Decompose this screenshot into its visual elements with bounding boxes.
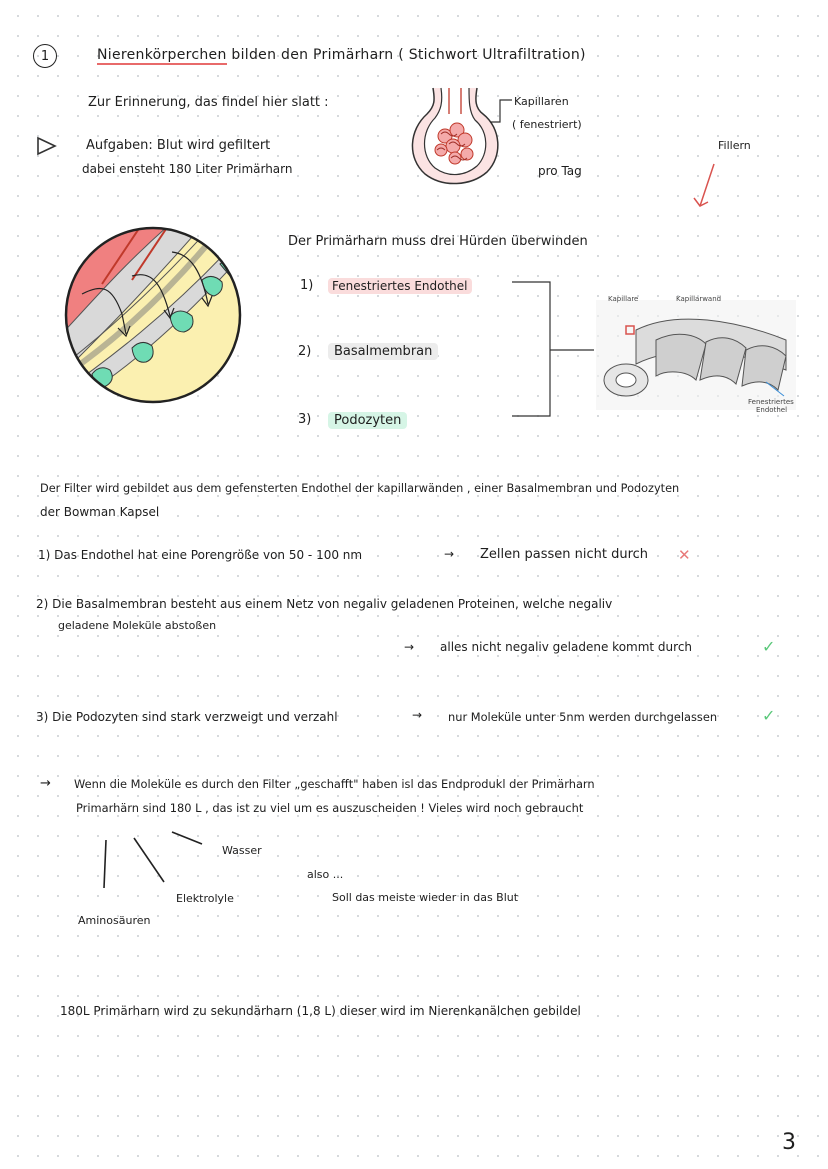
filtration-barrier-diagram <box>62 224 244 406</box>
point-2-line-2: geladene Moleküle abstoßen <box>58 619 217 632</box>
filter-text-line-1: Der Filter wird gebildet aus dem gefensterten Endothel der kapillarwänden , einer Basalmembran und Podozyten <box>40 482 680 495</box>
capillary-wall-illustration <box>596 300 796 410</box>
point-2-line-1: 2) Die Basalmembran besteht aus einem Netz von negaliv geladenen Proteinen, welche negaliv <box>36 597 613 611</box>
final-text: 180L Primärharn wird zu sekundärharn (1,8 L) dieser wird im Nierenkanälchen gebildel <box>60 1004 581 1018</box>
point-3-arrow: → <box>412 708 423 722</box>
triangle-bullet-icon <box>36 136 58 156</box>
check-icon: ✓ <box>762 706 776 725</box>
label-pointer-line <box>488 96 514 126</box>
point-3-result: nur Moleküle unter 5nm werden durchgelassen <box>448 710 718 724</box>
hurdles-bracket <box>510 278 596 420</box>
substances-lines <box>98 828 208 894</box>
filter-text-line-2: der Bowman Kapsel <box>40 505 160 519</box>
point-2-arrow: → <box>404 640 415 654</box>
back-to-blood-text: Soll das meiste wieder in das Blut <box>332 891 519 904</box>
hurdle-2-number: 2) <box>298 344 312 359</box>
hurdle-1-number: 1) <box>300 278 314 293</box>
capillary-label: Kapillare <box>608 295 639 303</box>
capillary-wall-label: Kapillarwand <box>676 295 722 303</box>
amino-label: Aminosäuren <box>78 914 151 927</box>
hurdle-3-number: 3) <box>298 412 312 427</box>
page-number: 3 <box>782 1130 796 1155</box>
hurdles-heading: Der Primärharn muss drei Hürden überwinden <box>288 234 588 249</box>
capillaries-label: Kapillaren <box>514 95 569 108</box>
water-label: Wasser <box>222 844 262 857</box>
cross-icon: ✕ <box>678 546 691 564</box>
check-icon: ✓ <box>762 637 776 656</box>
per-day-label: pro Tag <box>538 164 582 178</box>
point-2-result: alles nicht negaliv geladene kommt durch <box>440 640 693 654</box>
conclusion-line-1: Wenn die Moleküle es durch den Filter „geschafft" haben isl das Endprodukl der Primärharn <box>74 777 595 791</box>
fenestrated-endothel-label-1: Fenestriertes <box>748 398 794 406</box>
hurdle-3-label: Podozyten <box>328 412 407 429</box>
conclusion-arrow: → <box>40 776 51 791</box>
conclusion-line-2: Primarhärn sind 180 L , das ist zu viel um es auszuscheiden ! Vieles wird noch gebraucht <box>76 801 584 815</box>
hurdle-1-label: Fenestriertes Endothel <box>328 278 472 294</box>
so-label: also ... <box>307 868 344 881</box>
tasks-line-1: Aufgaben: Blut wird gefiltert <box>86 138 271 153</box>
point-1-text: 1) Das Endothel hat eine Porengröße von 50 - 100 nm <box>38 548 363 562</box>
tasks-line-2: dabei ensteht 180 Liter Primärharn <box>82 162 293 176</box>
title-underlined-word: Nierenkörperchen <box>97 47 227 63</box>
point-3-text: 3) Die Podozyten sind stark verzweigt und verzahl <box>36 710 338 724</box>
fenestrated-label: ( fenestriert) <box>512 118 582 131</box>
section-number: 1 <box>33 44 57 68</box>
point-1-result: Zellen passen nicht durch <box>480 547 649 562</box>
page-title <box>97 47 586 63</box>
point-1-arrow: → <box>444 547 455 561</box>
red-arrow-icon <box>690 160 720 212</box>
hurdle-2-label: Basalmembran <box>328 343 438 360</box>
title-rest: bilden den Primärharn ( Stichwort Ultrafiltration) <box>231 47 586 63</box>
fenestrated-endothel-label-2: Endothel <box>756 406 788 414</box>
filter-label: Fillern <box>718 139 751 152</box>
electrolytes-label: Elektrolyle <box>176 892 234 905</box>
reminder-text: Zur Erinnerung, das findel hier slatt : <box>88 95 329 110</box>
